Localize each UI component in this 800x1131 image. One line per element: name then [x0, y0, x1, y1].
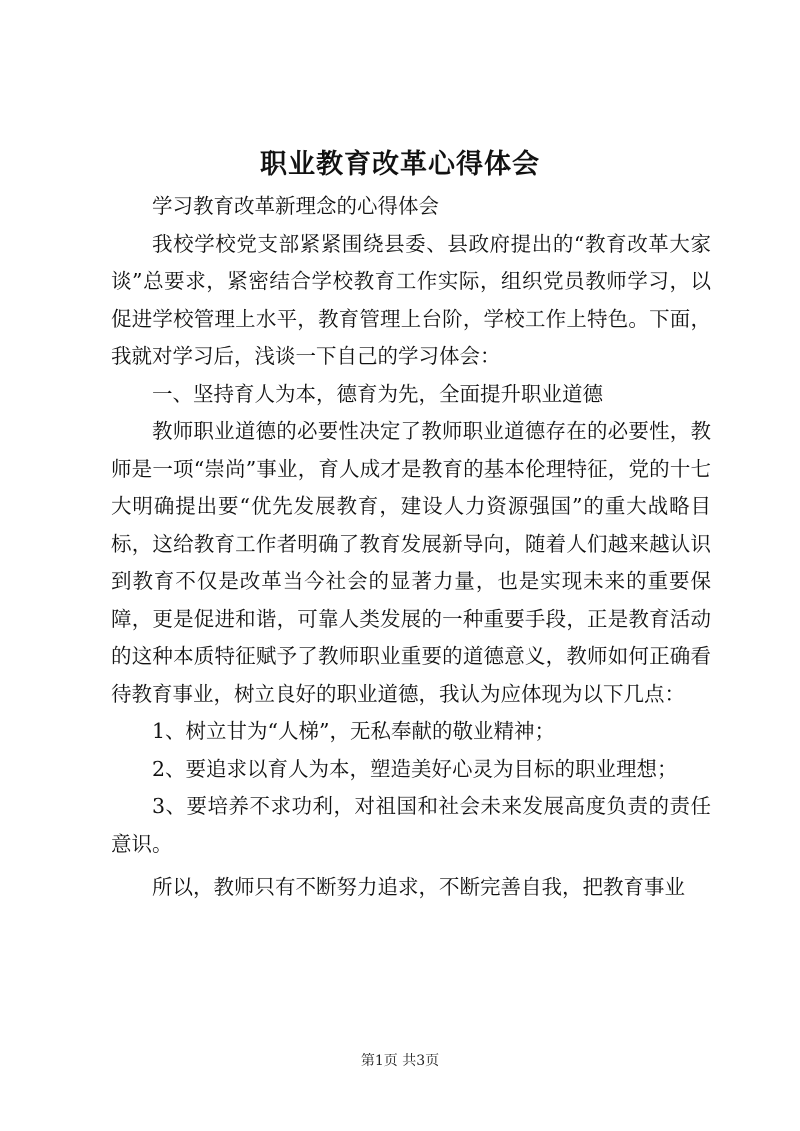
- document-body: [111, 188, 711, 907]
- intro-paragraph: 我校学校党支部紧紧围绕县委、县政府提出的“教育改革大家谈”总要求，紧密结合学校教育工作实际，组织党员教师学习，以促进学校管理上水平，教育管理上台阶，学校工作上特色。下面，我就对学习后，浅谈一下自己的学习体会：: [111, 231, 711, 368]
- closing-paragraph: 所以，教师只有不断努力追求，不断完善自我，把教育事业: [152, 875, 685, 899]
- page-footer: 第1页 共3页: [360, 1053, 440, 1069]
- section-heading: 一、坚持育人为本，德育为先，全面提升职业道德: [152, 381, 603, 406]
- list-item-2: 2、要追求以育人为本，塑造美好心灵为目标的职业理想；: [152, 756, 678, 781]
- subtitle-paragraph: 学习教育改革新理念的心得体会: [152, 194, 439, 218]
- page-title: 职业教育改革心得体会: [260, 149, 540, 180]
- body-paragraph: 教师职业道德的必要性决定了教师职业道德存在的必要性，教师是一项“崇尚”事业，育人成才是教育的基本伦理特征，党的十七大明确提出要“优先发展教育，建设人力资源强国”的重大战略目标，这给教育工作者明确了教育发展新导向，随着人们越来越认识到教育不仅是改革当今社会的显著力量，也是实现未来的重要保障，更是促进和谐，可靠人类发展的一种重要手段，正是教育活动的这种本质特征赋予了教师职业重要的道德意义，教师如何正确看待教育事业，树立良好的职业道德，我认为应体现为以下几点：: [111, 419, 711, 706]
- list-item-3: 3、要培养不求功利，对祖国和社会未来发展高度负责的责任意识。: [111, 794, 711, 856]
- list-item-1: 1、树立甘为“人梯”，无私奉献的敬业精神；: [152, 719, 556, 743]
